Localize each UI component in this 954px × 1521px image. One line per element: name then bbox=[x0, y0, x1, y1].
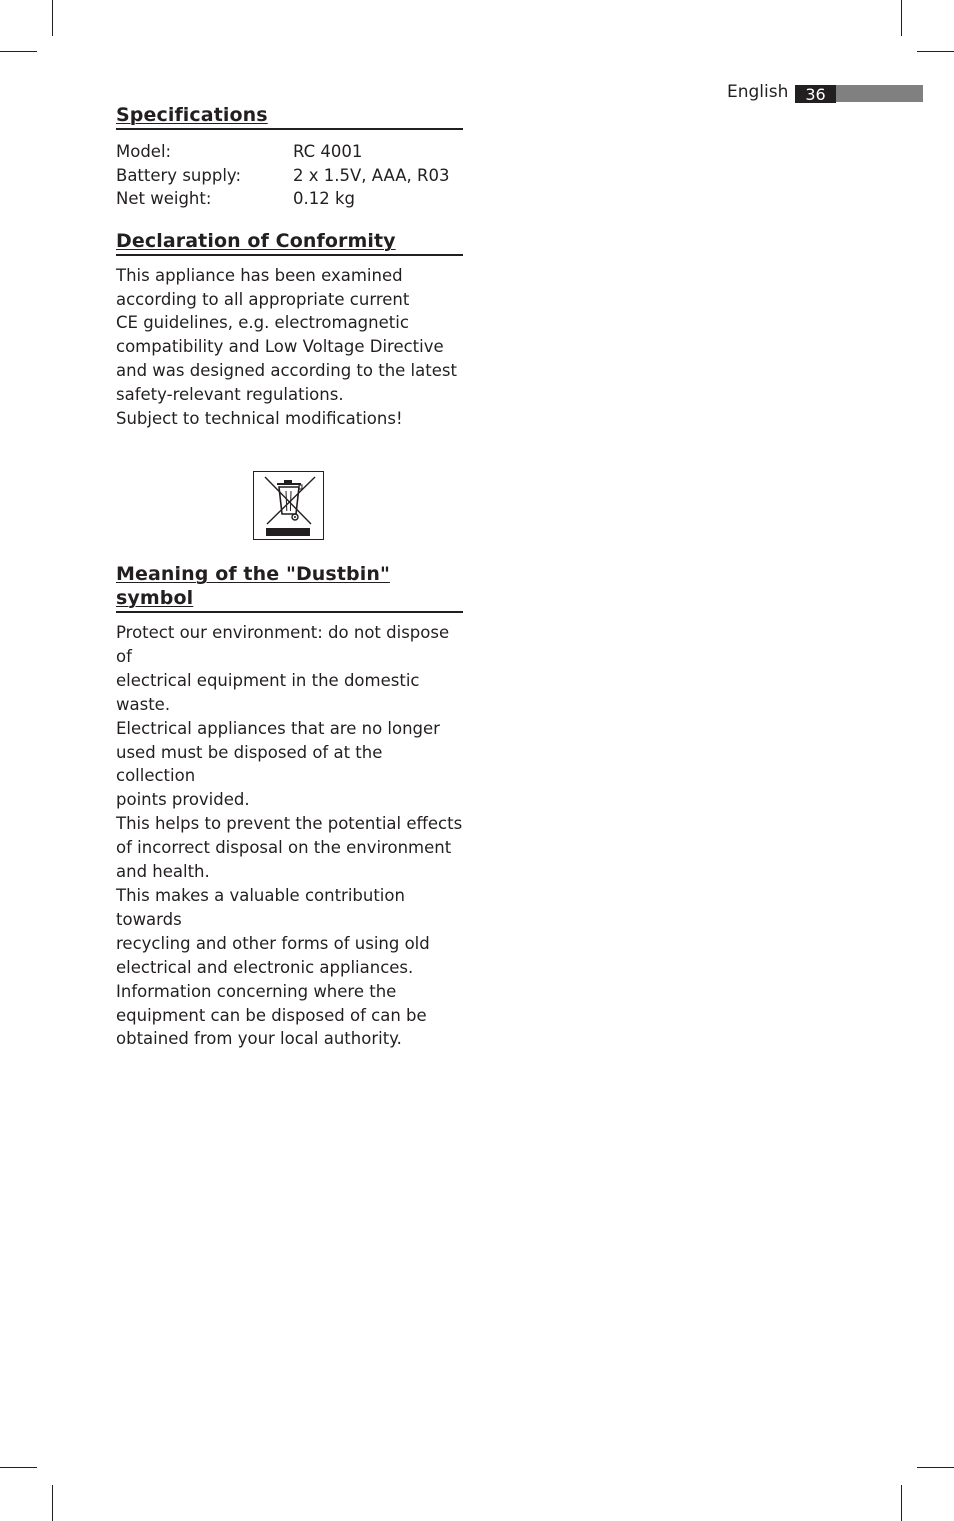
spec-value: RC 4001 bbox=[293, 142, 363, 161]
spec-label: Model: bbox=[116, 142, 172, 161]
page-number: 36 bbox=[795, 85, 836, 103]
language-label: English bbox=[727, 82, 789, 102]
crop-mark bbox=[901, 1485, 902, 1521]
crop-mark bbox=[917, 1467, 954, 1468]
spec-value: 0.12 kg bbox=[293, 189, 356, 209]
dustbin-section bbox=[116, 562, 463, 1051]
spec-label: Net weight: bbox=[116, 189, 212, 209]
crossed-out-wheelie-bin-icon bbox=[253, 471, 324, 540]
dustbin-text: Protect our environment: do not dispose of electrical equipment in the domestic waste. Electrical appliances that are no longer used must be disposed of at the collection points provided. This helps to prevent the potential effects of incorrect disposal on the environment and health. This makes a valuable contribution towards recycling and other forms of using old electrical and electronic appliances. Information concerning where the equipment can be disposed of can be obtained from your local authority. bbox=[116, 623, 463, 1049]
crop-mark bbox=[0, 1467, 37, 1468]
conformity-title: Declaration of Conformity bbox=[116, 229, 463, 256]
conformity-text: This appliance has been examined according to all appropriate current CE guidelines, e.g. electromagnetic compatibility and Low Voltage Directive and was designed according to the latest safety-relevant regulations. Subject to technical modifications! bbox=[116, 265, 457, 428]
header-bar bbox=[836, 85, 923, 102]
crop-mark bbox=[901, 0, 902, 36]
crop-mark bbox=[52, 1485, 53, 1521]
crop-mark bbox=[917, 51, 954, 52]
crop-mark bbox=[52, 0, 53, 36]
specifications-table bbox=[116, 140, 463, 211]
spec-value: 2 x 1.5V, AAA, R03 bbox=[293, 165, 450, 185]
main-column bbox=[116, 103, 463, 430]
spec-row bbox=[116, 187, 463, 211]
page-header bbox=[727, 81, 923, 103]
dustbin-title: Meaning of the "Dustbin" symbol bbox=[116, 562, 463, 613]
spec-row bbox=[116, 164, 463, 188]
spec-row bbox=[116, 140, 463, 164]
crop-mark bbox=[0, 51, 37, 52]
spec-label: Battery supply: bbox=[116, 165, 242, 185]
specifications-title: Specifications bbox=[116, 103, 463, 130]
